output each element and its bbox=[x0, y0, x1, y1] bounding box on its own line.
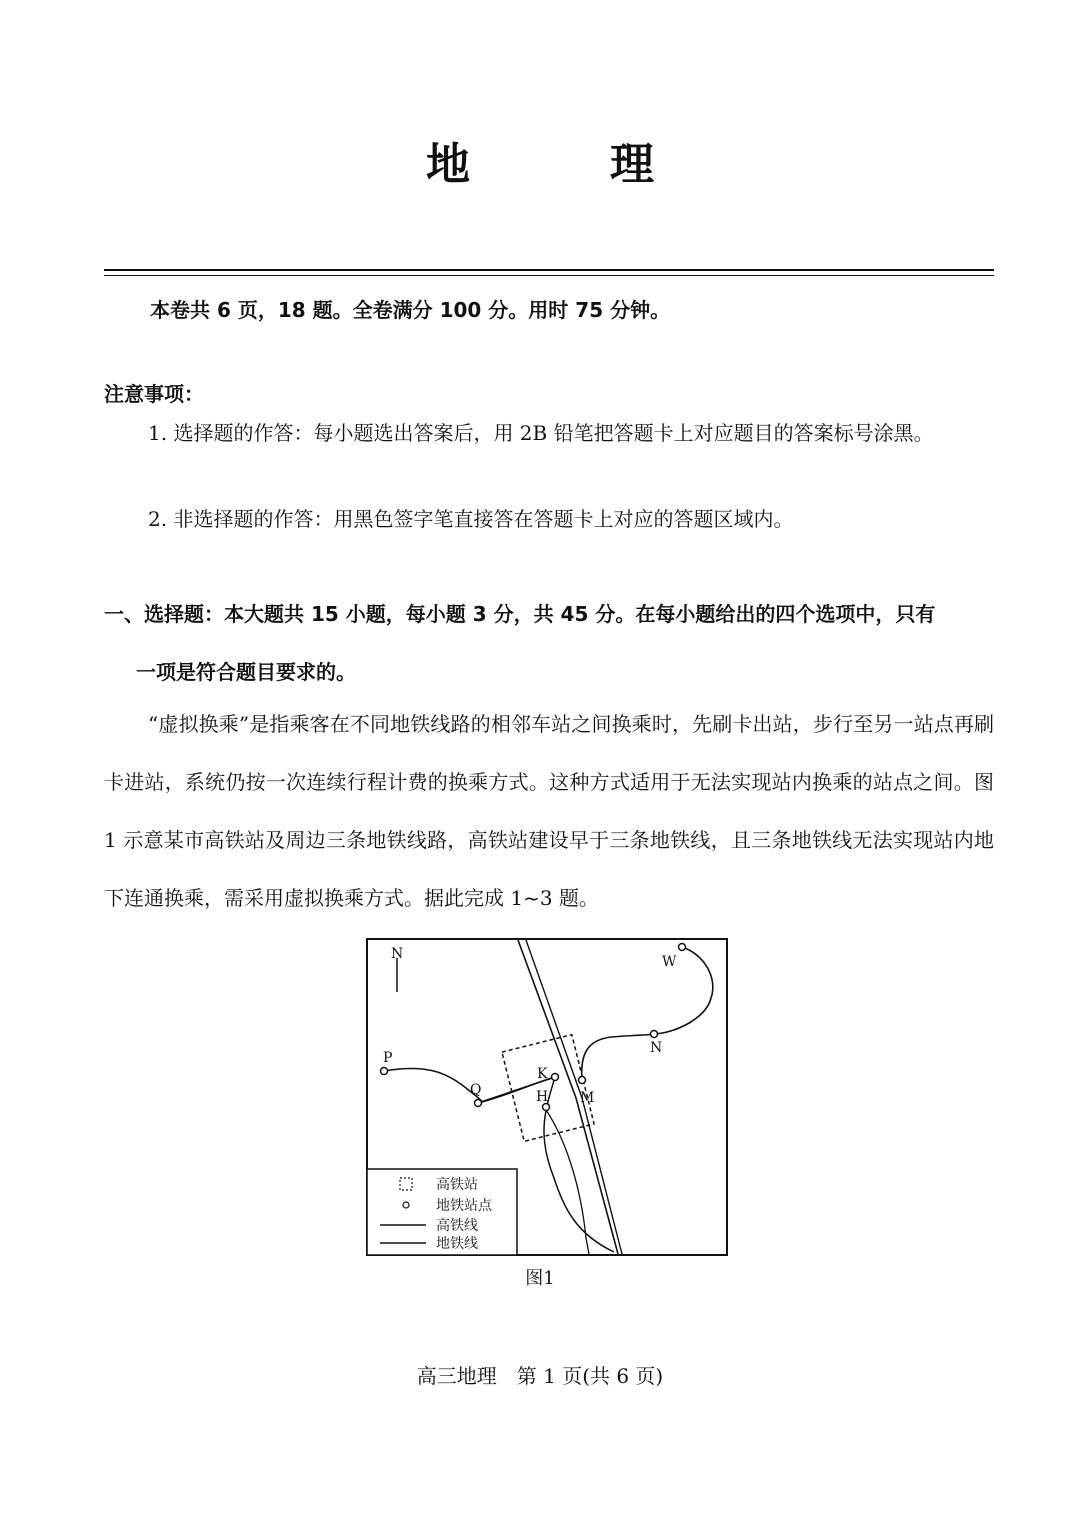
legend-metro-station-icon bbox=[403, 1202, 409, 1208]
station-label-m: M bbox=[580, 1090, 595, 1106]
page-title: 地 理 bbox=[426, 139, 702, 190]
legend-hsr-station: 高铁站 bbox=[436, 1177, 478, 1193]
notice-item: 2. 非选择题的作答：用黑色签字笔直接答在答题卡上对应的答题区域内。 bbox=[148, 507, 794, 531]
station-q bbox=[475, 1100, 482, 1107]
north-label: N bbox=[391, 946, 404, 962]
title-divider-thin bbox=[104, 275, 994, 276]
station-label-w: W bbox=[662, 954, 677, 970]
legend-metro-station: 地铁站点 bbox=[436, 1198, 492, 1214]
section-heading bbox=[104, 585, 994, 701]
page-footer: 高三地理 第 1 页(共 6 页) bbox=[416, 1364, 664, 1388]
legend-metro-line: 地铁线 bbox=[436, 1236, 478, 1252]
station-label-n: N bbox=[650, 1040, 663, 1056]
station-label-k: K bbox=[537, 1066, 548, 1082]
station-w bbox=[679, 944, 686, 951]
question-passage: “虚拟换乘”是指乘客在不同地铁线路的相邻车站之间换乘时，先刷卡出站，步行至另一站点再刷卡进站，系统仍按一次连续行程计费的换乘方式。这种方式适用于无法实现站内换乘的站点之间。图 1 示意某市高铁站及周边三条地铁线路，高铁站建设早于三条地铁线，且三条地铁线无法实现站内地下连通换乘，需采用虚拟换乘方式。据此完成 1~3 题。 bbox=[104, 712, 994, 910]
figure-1-map bbox=[366, 938, 728, 1256]
notice-heading: 注意事项： bbox=[104, 382, 204, 406]
station-n bbox=[651, 1031, 658, 1038]
station-label-q: Q bbox=[470, 1082, 482, 1098]
station-label-p: P bbox=[383, 1050, 393, 1066]
section-heading-line1: 一、选择题：本大题共 15 小题，每小题 3 分，共 45 分。在每小题给出的四个选项中，只有 bbox=[104, 602, 936, 626]
legend-hsr-line: 高铁线 bbox=[436, 1218, 478, 1234]
map-legend bbox=[367, 1169, 517, 1255]
exam-intro: 本卷共 6 页，18 题。全卷满分 100 分。用时 75 分钟。 bbox=[150, 298, 671, 322]
station-label-h: H bbox=[536, 1089, 549, 1105]
title-divider bbox=[104, 269, 994, 271]
section-heading-line2: 一项是符合题目要求的。 bbox=[136, 660, 356, 684]
station-k bbox=[552, 1074, 559, 1081]
station-m bbox=[579, 1077, 586, 1084]
notice-item: 1. 选择题的作答：每小题选出答案后，用 2B 铅笔把答题卡上对应题目的答案标号涂黑。 bbox=[148, 421, 934, 445]
station-p bbox=[381, 1068, 388, 1075]
figure-caption: 图1 bbox=[525, 1268, 555, 1289]
